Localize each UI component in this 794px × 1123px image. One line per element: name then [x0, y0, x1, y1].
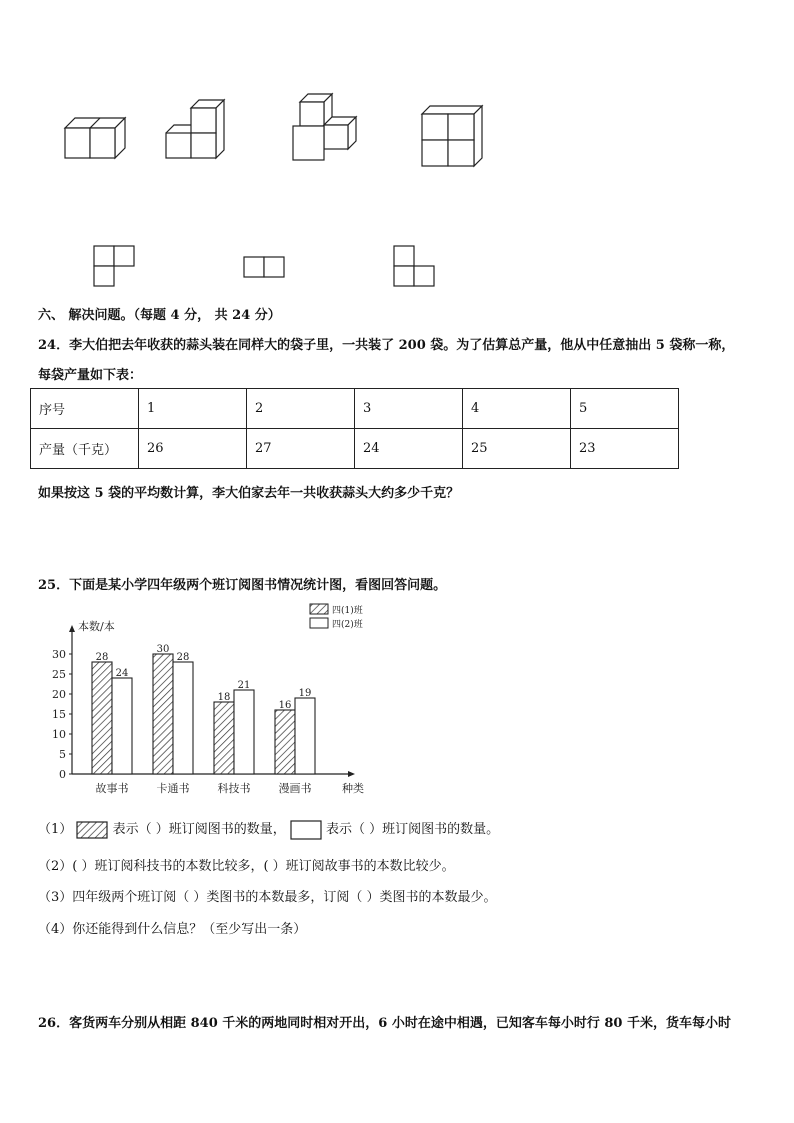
table-cell: 5	[571, 389, 679, 429]
category-label: 漫画书	[278, 782, 312, 795]
bar-chart	[0, 598, 400, 798]
cube-figure-2	[163, 97, 233, 162]
table-header-number: 序号	[31, 389, 139, 429]
bar-value-label: 24	[115, 668, 129, 679]
bar-class1	[275, 710, 295, 774]
y-tick-label: 15	[52, 708, 66, 721]
q25-sub1-prefix: （1）	[38, 822, 73, 837]
bar-value-label: 19	[298, 688, 312, 699]
cube-figure-1	[60, 110, 130, 160]
table-cell: 4	[463, 389, 571, 429]
bar-class2	[234, 690, 254, 774]
y-tick-label: 20	[52, 688, 66, 701]
y-tick-label: 25	[52, 668, 66, 681]
view-shape-1	[93, 245, 138, 287]
bar-class2	[295, 698, 315, 774]
q25-sub2: （2）( ）班订阅科技书的本数比较多，( ）班订阅故事书的本数比较少。	[38, 859, 455, 874]
bar-class2	[112, 678, 132, 774]
cube-figure-3	[290, 92, 365, 164]
y-axis-label: 本数/本	[78, 620, 115, 633]
x-axis-arrow	[348, 771, 355, 777]
table-header-yield: 产量（千克）	[31, 429, 139, 469]
table-cell: 24	[355, 429, 463, 469]
x-axis-label: 种类	[342, 782, 364, 795]
q24-table	[30, 388, 679, 469]
cube-figure-4	[418, 102, 488, 172]
category-label: 故事书	[95, 782, 129, 795]
y-tick-label: 0	[59, 768, 66, 781]
hatched-legend-box	[76, 821, 108, 839]
y-tick-label: 5	[59, 748, 66, 761]
q25-sub1	[38, 818, 499, 840]
section-title: 六、 解决问题。（每题 4 分， 共 24 分）	[38, 308, 281, 323]
bar-class1	[153, 654, 173, 774]
table-cell: 3	[355, 389, 463, 429]
q24-question: 如果按这 5 袋的平均数计算，李大伯家去年一共收获蒜头大约多少千克？	[38, 486, 460, 501]
q24-line1: 24．李大伯把去年收获的蒜头装在同样大的袋子里，一共装了 200 袋。为了估算总产量，他从中任意抽出 5 袋称一称，	[38, 338, 735, 353]
view-shape-2	[243, 256, 288, 280]
view-shape-3	[393, 245, 438, 287]
table-row	[31, 429, 679, 469]
bar-class2	[173, 662, 193, 774]
legend-swatch	[310, 618, 328, 628]
legend-label: 四(2)班	[332, 620, 363, 630]
bar-value-label: 16	[278, 700, 292, 711]
bar-value-label: 28	[176, 652, 190, 663]
table-cell: 27	[247, 429, 355, 469]
bar-value-label: 30	[156, 644, 170, 655]
category-label: 科技书	[217, 782, 251, 795]
legend-swatch	[310, 604, 328, 614]
y-tick-label: 10	[52, 728, 66, 741]
q26-text: 26．客货两车分别从相距 840 千米的两地同时相对开出，6 小时在途中相遇，已知客车每小时行 80 千米，货车每小时	[38, 1016, 731, 1031]
table-cell: 23	[571, 429, 679, 469]
q25-sub4: （4）你还能得到什么信息？（至少写出一条）	[38, 922, 307, 937]
q25-sub1-mid: 表示（ ）班订阅图书的数量，	[112, 822, 286, 837]
table-cell: 1	[139, 389, 247, 429]
table-cell: 25	[463, 429, 571, 469]
q25-intro: 25．下面是某小学四年级两个班订阅图书情况统计图，看图回答问题。	[38, 578, 447, 593]
category-label: 卡通书	[156, 782, 190, 795]
bar-value-label: 18	[217, 692, 231, 703]
y-tick-label: 30	[52, 648, 66, 661]
white-legend-box	[290, 820, 322, 840]
q25-sub1-end: 表示（ ）班订阅图书的数量。	[325, 822, 500, 837]
q25-sub3: （3）四年级两个班订阅（ ）类图书的本数最多，订阅（ ）类图书的本数最少。	[38, 890, 497, 905]
q24-line2: 每袋产量如下表：	[38, 368, 143, 383]
table-cell: 26	[139, 429, 247, 469]
y-axis-arrow	[69, 625, 75, 632]
table-row	[31, 389, 679, 429]
table-cell: 2	[247, 389, 355, 429]
bar-class1	[214, 702, 234, 774]
legend-label: 四(1)班	[332, 606, 363, 616]
bar-value-label: 28	[95, 652, 109, 663]
bar-value-label: 21	[237, 680, 251, 691]
bar-class1	[92, 662, 112, 774]
